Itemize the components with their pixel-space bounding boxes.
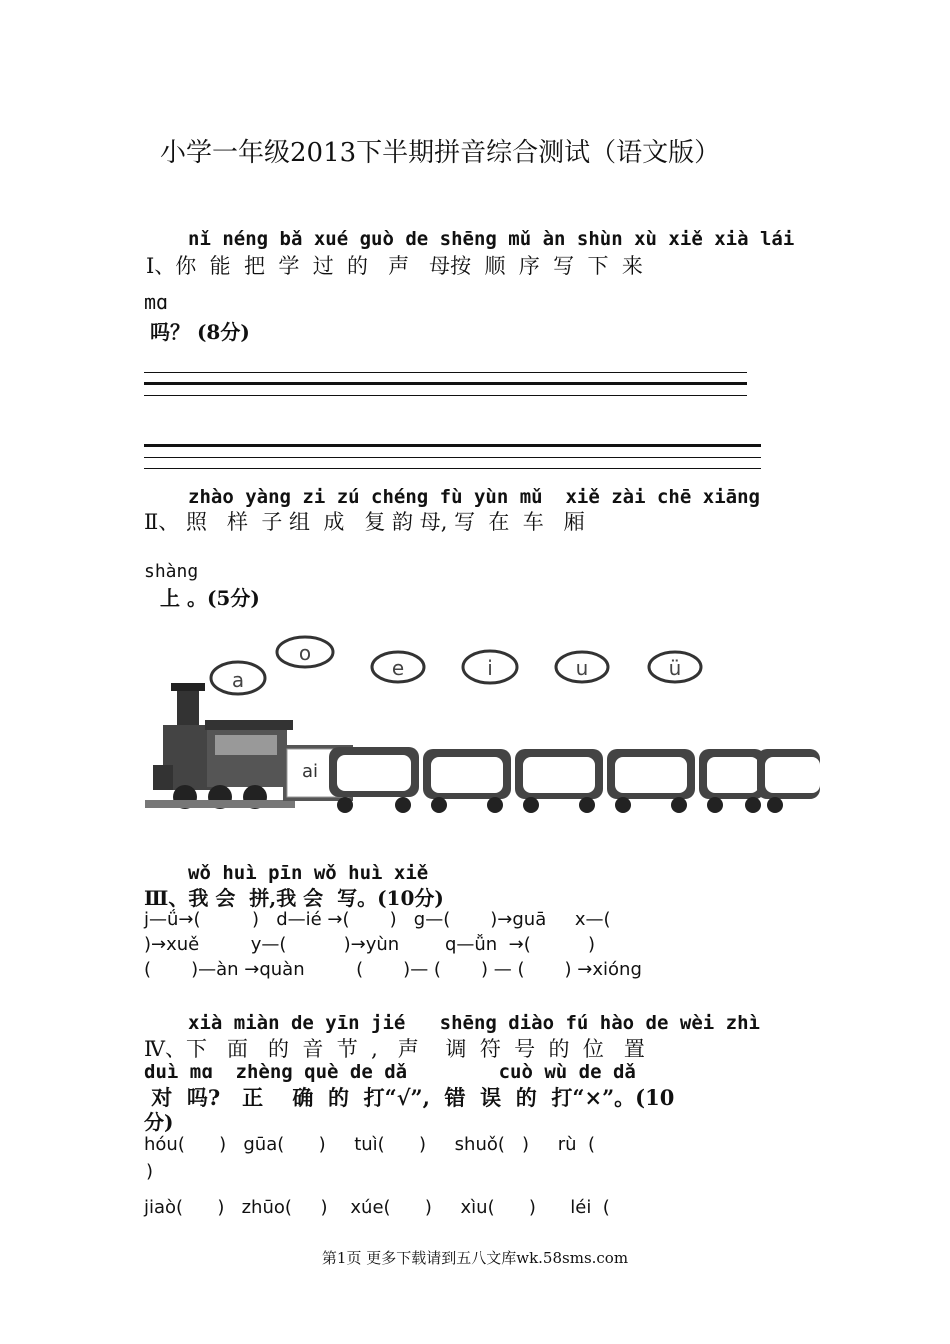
cloud-o [277, 637, 333, 667]
cloud-a [211, 662, 265, 694]
q2-text-2: 上 。(5分) [160, 586, 260, 610]
q3-pinyin: wǒ huì pīn wǒ huì xiě [188, 862, 429, 884]
q3-line-3: ( )—àn →quàn ( )— ( ) — ( ) →xióng [144, 959, 642, 980]
q1-pinyin: nǐ néng bǎ xué guò de shēng mǔ àn shùn xù xiě xià lái [188, 228, 795, 250]
q4-line-1b: ) [146, 1161, 154, 1182]
wagon [515, 749, 603, 813]
q4-pinyin-2: duì mɑ zhèng què de dǎ cuò wù de dǎ [144, 1061, 636, 1083]
page-title: 小学一年级2013下半期拼音综合测试（语文版） [160, 138, 721, 168]
svg-text:ai: ai [301, 761, 319, 782]
q2-pinyin-2: shàng [144, 561, 199, 582]
svg-text:e: e [391, 656, 405, 680]
wagon [757, 749, 820, 813]
q3-line-1: j—ǘ→( ) d—ié →( ) g—( )→guā x—( [144, 909, 611, 930]
q2-pinyin: zhào yàng zi zú chéng fù yùn mǔ xiě zài chē xiāng [188, 486, 760, 508]
svg-text:i: i [487, 656, 493, 680]
wagon [699, 749, 765, 813]
wagon [423, 749, 511, 813]
q4-line-1: hóu( ) gūa( ) tuì( ) shuǒ( ) rù ( [144, 1134, 595, 1155]
q4-text-3: 分) [144, 1110, 174, 1134]
wagon [329, 747, 419, 813]
svg-text:o: o [298, 641, 312, 665]
q1-text-2: 吗？ (8分) [150, 320, 250, 344]
q2-text: Ⅱ、 照 样 子 组 成 复 韵 母, 写 在 车 厢 [144, 510, 585, 534]
q3-text: Ⅲ、我 会 拼,我 会 写。(10分) [144, 886, 444, 910]
locomotive [145, 683, 295, 809]
q1-text: Ⅰ、你 能 把 学 过 的 声 母按 顺 序 写 下 来 [146, 254, 643, 278]
cloud-i [463, 651, 517, 683]
q4-text-2: 对 吗? 正 确 的 打“√”, 错 误 的 打“×”。(10 [144, 1085, 675, 1110]
cloud-u [556, 652, 608, 682]
cloud-u-umlaut [649, 652, 701, 682]
wagon [607, 749, 695, 813]
q1-pinyin-2: mɑ [144, 290, 169, 314]
q3-line-2: )→xuě y—( )→yùn q—ǚn →( ) [144, 934, 596, 955]
q4-pinyin: xià miàn de yīn jié shēng diào fú hào de wèi zhì [188, 1012, 760, 1034]
q4-text: Ⅳ、下 面 的 音 节 , 声 调 符 号 的 位 置 [144, 1037, 645, 1061]
svg-text:a: a [231, 668, 245, 692]
svg-text:u: u [575, 656, 589, 680]
train-illustration [145, 625, 820, 820]
cloud-e [372, 652, 424, 682]
page-footer: 第1页 更多下载请到五八文库wk.58sms.com [321, 1249, 629, 1267]
wagon-list [329, 747, 820, 813]
svg-text:ü: ü [668, 656, 682, 680]
q4-line-2: jiaò( ) zhūo( ) xúe( ) xìu( ) léi ( [144, 1197, 610, 1218]
